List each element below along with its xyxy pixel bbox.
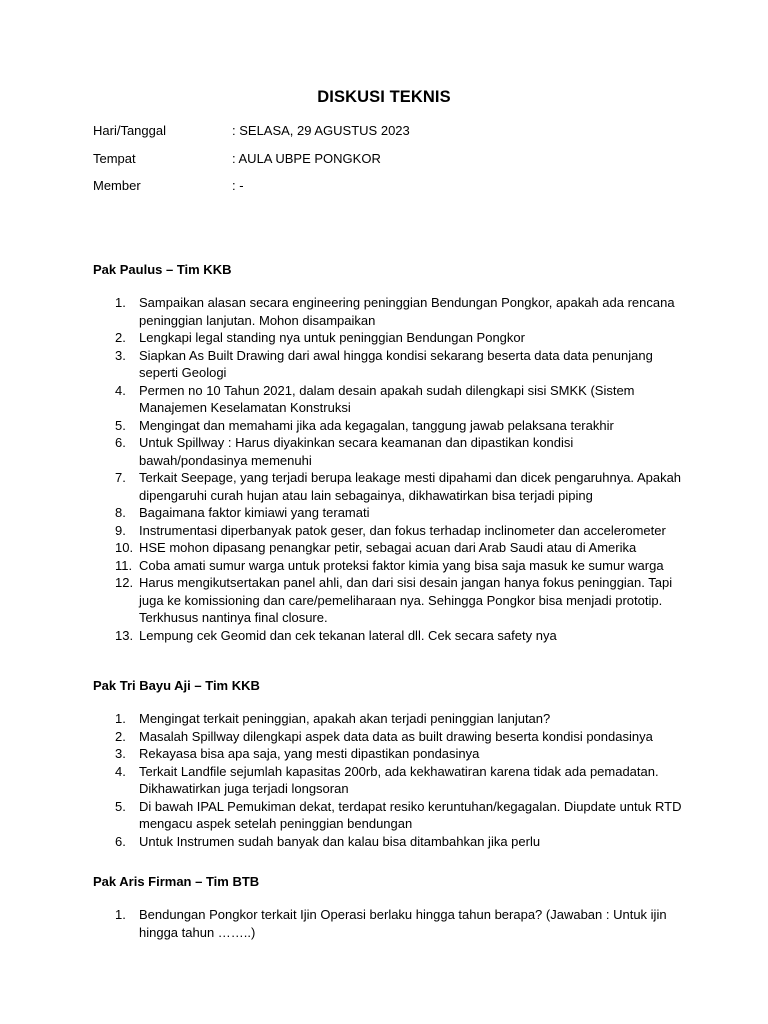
list-item: 3. Rekayasa bisa apa saja, yang mesti dipastikan pondasinya: [115, 746, 480, 761]
list-item: 5. Mengingat dan memahami jika ada kegagalan, tanggung jawab pelaksana terakhir: [115, 417, 614, 433]
section-heading: Pak Paulus – Tim KKB: [93, 262, 232, 277]
list-item: 11. Coba amati sumur warga untuk proteksi faktor kimia yang bisa saja masuk ke sumur warga: [115, 557, 664, 573]
list-item: 5. Di bawah IPAL Pemukiman dekat, terdapat resiko keruntuhan/kegagalan. Diupdate untuk RTD mengacu aspek setelah peninggian bendungan: [115, 798, 682, 831]
list-item: 12. Harus mengikutsertakan panel ahli, dan dari sisi desain jangan hanya fokus peninggian. Tapi juga ke komissioning dan care/pemeliharaan nya. Sehingga Pongkor bisa menjadi prototip. Terkhusus nantinya final closure.: [115, 575, 673, 625]
section-heading: Pak Aris Firman – Tim BTB: [93, 874, 260, 889]
list-item: 4. Permen no 10 Tahun 2021, dalam desain apakah sudah dilengkapi sisi SMKK (Sistem Manajemen Keselamatan Konstruksi: [115, 382, 635, 415]
list-item: 1. Bendungan Pongkor terkait Ijin Operasi berlaku hingga tahun berapa? (Jawaban : Untuk ijin hingga tahun ……..): [115, 907, 667, 940]
list-item: 6. Untuk Spillway : Harus diyakinkan secara keamanan dan dipastikan kondisi bawah/pondasinya memenuhi: [115, 435, 574, 468]
section-heading: Pak Tri Bayu Aji – Tim KKB: [93, 678, 260, 693]
list-item: 7. Terkait Seepage, yang terjadi berupa leakage mesti dipahami dan dicek pengaruhnya. Apakah dipengaruhi curah hujan atau lain sebagainya, dikhawatirkan bisa terjadi piping: [115, 470, 682, 503]
discussion-list: [93, 710, 683, 850]
list-item: 6. Untuk Instrumen sudah banyak dan kalau bisa ditambahkan jika perlu: [115, 833, 541, 849]
list-item: 2. Lengkapi legal standing nya untuk peninggian Bendungan Pongkor: [115, 330, 525, 345]
list-item: 8. Bagaimana faktor kimiawi yang teramati: [115, 505, 370, 520]
section-pak-aris-firman: [93, 873, 683, 941]
meta-label: Hari/Tanggal: [93, 123, 166, 138]
meta-label: Member: [93, 178, 141, 193]
meta-label: Tempat: [93, 151, 136, 166]
list-item: 9. Instrumentasi diperbanyak patok geser, dan fokus terhadap inclinometer dan accelerometer: [115, 522, 666, 538]
list-item: 3. Siapkan As Built Drawing dari awal hingga kondisi sekarang beserta data data penunjang seperti Geologi: [115, 347, 653, 380]
discussion-list: [93, 294, 683, 644]
meta-value: : SELASA, 29 AGUSTUS 2023: [232, 123, 410, 138]
discussion-list: [93, 906, 683, 941]
list-item: 1. Mengingat terkait peninggian, apakah akan terjadi peninggian lanjutan?: [115, 711, 551, 726]
list-item: 2. Masalah Spillway dilengkapi aspek data data as built drawing beserta kondisi pondasinya: [115, 728, 653, 744]
list-item: 1. Sampaikan alasan secara engineering peninggian Bendungan Pongkor, apakah ada rencana peninggian lanjutan. Mohon disampaikan: [115, 295, 675, 328]
list-item: 10. HSE mohon dipasang penangkar petir, sebagai acuan dari Arab Saudi atau di Amerika: [115, 540, 637, 555]
list-item: 4. Terkait Landfile sejumlah kapasitas 200rb, ada kekhawatiran karena tidak ada pemadatan. Dikhawatirkan juga terjadi longsoran: [115, 763, 659, 796]
document-title: DISKUSI TEKNIS: [317, 88, 451, 106]
meta-value: : AULA UBPE PONGKOR: [232, 151, 381, 166]
section-pak-tri-bayu-aji: [93, 677, 683, 850]
section-pak-paulus: [93, 261, 683, 644]
meta-value: : -: [232, 178, 244, 193]
list-item: 13. Lempung cek Geomid dan cek tekanan lateral dll. Cek secara safety nya: [115, 627, 557, 643]
